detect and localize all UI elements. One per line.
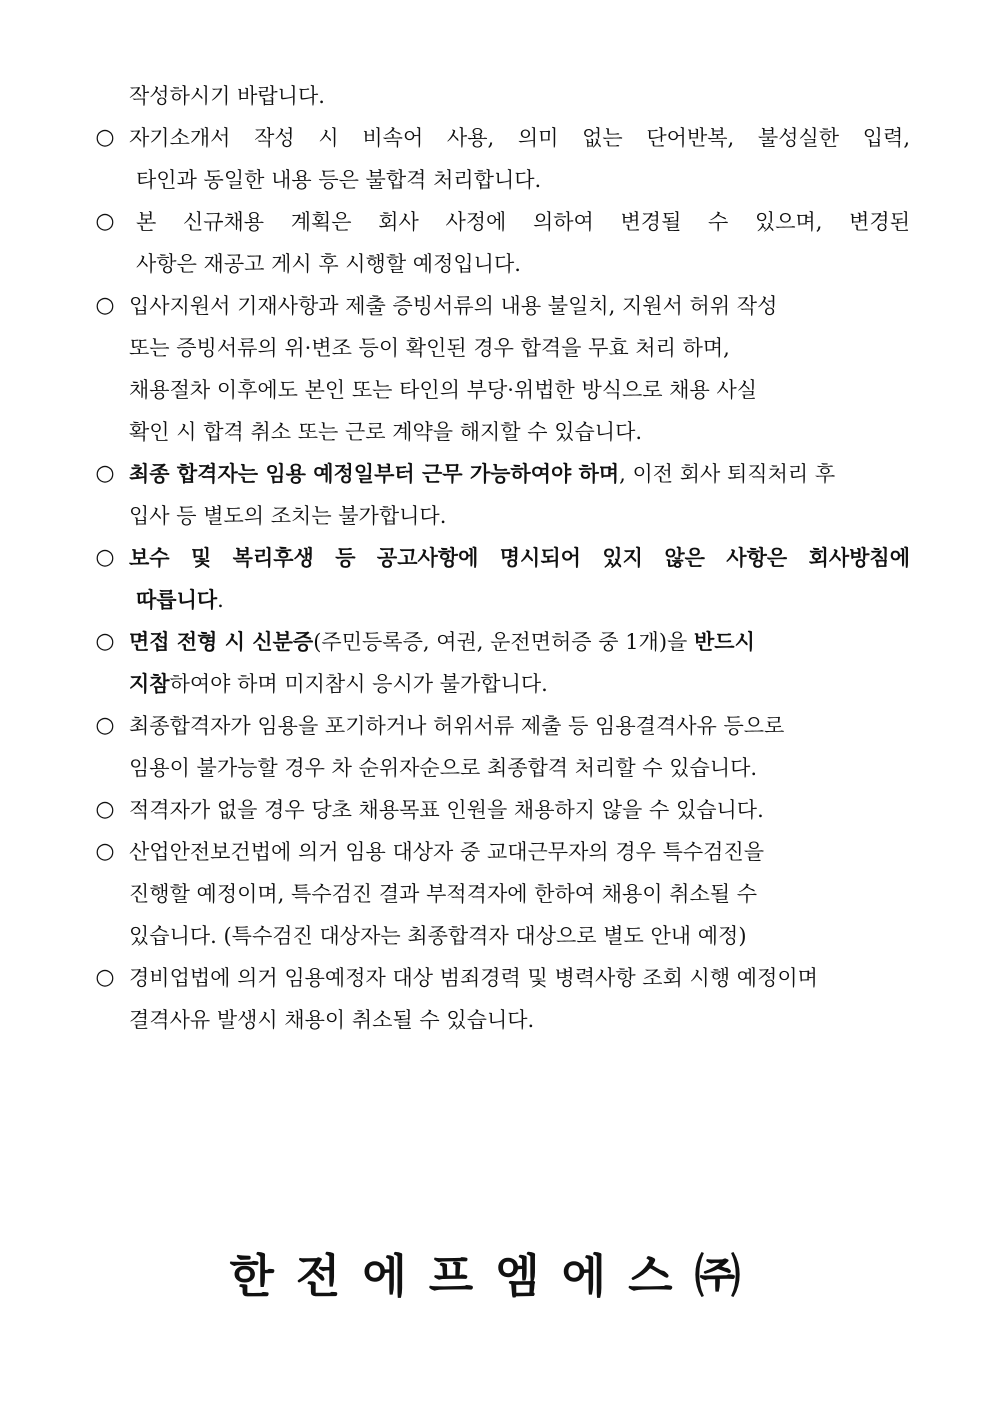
bullet-circle-icon: ○ bbox=[95, 293, 115, 318]
notice-line bbox=[0, 502, 992, 530]
notice-bold-text: 보수 및 복리후생 등 공고사항에 명시되어 있지 않은 사항은 회사방침에 bbox=[129, 545, 910, 570]
notice-text-rest: . bbox=[217, 588, 224, 612]
notice-text: 입사지원서 기재사항과 제출 증빙서류의 내용 불일치, 지원서 허위 작성 bbox=[129, 294, 778, 318]
notice-item-criminal-record bbox=[0, 964, 992, 992]
notice-text: 최종합격자가 임용을 포기하거나 허위서류 제출 등 임용결격사유 등으로 bbox=[129, 714, 785, 738]
notice-text: 채용절차 이후에도 본인 또는 타인의 부당·위법한 방식으로 채용 사실 bbox=[129, 378, 758, 402]
notice-text: 있습니다. (특수검진 대상자는 최종합격자 대상으로 별도 안내 예정) bbox=[129, 924, 747, 948]
notice-bold-text: 따릅니다 bbox=[136, 587, 218, 612]
notice-text: 작성하시기 바랍니다. bbox=[129, 84, 325, 108]
notice-text-rest: , 이전 회사 퇴직처리 후 bbox=[619, 462, 836, 486]
notice-text: 산업안전보건법에 의거 임용 대상자 중 교대근무자의 경우 특수검진을 bbox=[129, 840, 765, 864]
company-name: 한전에프엠에스㈜ bbox=[229, 1249, 763, 1303]
notice-item-no-qualified bbox=[0, 796, 992, 824]
notice-bold-text: 지참 bbox=[129, 671, 170, 696]
notice-text-rest: 하여야 하며 미지참시 응시가 불가합니다. bbox=[169, 672, 548, 696]
bullet-circle-icon: ○ bbox=[95, 209, 115, 234]
bullet-circle-icon: ○ bbox=[95, 965, 115, 990]
notice-text: 사항은 재공고 게시 후 시행할 예정입니다. bbox=[136, 252, 521, 276]
bullet-circle-icon: ○ bbox=[95, 461, 115, 486]
bullet-circle-icon: ○ bbox=[95, 629, 115, 654]
notice-continuation bbox=[0, 82, 992, 110]
notice-text: 결격사유 발생시 채용이 취소될 수 있습니다. bbox=[129, 1008, 535, 1032]
notice-line bbox=[0, 334, 992, 362]
notice-item-health-check bbox=[0, 838, 992, 866]
notice-text: 또는 증빙서류의 위·변조 등이 확인된 경우 합격을 무효 처리 하며, bbox=[129, 336, 730, 360]
notice-text: 본 신규채용 계획은 회사 사정에 의하여 변경될 수 있으며, 변경된 bbox=[136, 210, 910, 234]
notice-line bbox=[0, 754, 992, 782]
notice-line bbox=[0, 376, 992, 404]
notice-text: 자기소개서 작성 시 비속어 사용, 의미 없는 단어반복, 불성실한 입력, bbox=[129, 126, 910, 150]
notice-line bbox=[0, 250, 992, 278]
notice-item-start-date bbox=[0, 460, 992, 488]
notice-line bbox=[0, 880, 992, 908]
notice-text: 임용이 불가능할 경우 차 순위자순으로 최종합격 처리할 수 있습니다. bbox=[129, 756, 758, 780]
notice-line bbox=[0, 166, 992, 194]
bullet-circle-icon: ○ bbox=[95, 713, 115, 738]
notice-text bbox=[129, 460, 835, 488]
notice-line bbox=[0, 670, 992, 698]
notice-text-rest: (주민등록증, 여권, 운전면허증 중 1개)을 bbox=[313, 630, 694, 654]
bullet-circle-icon: ○ bbox=[95, 797, 115, 822]
notice-item-waiver bbox=[0, 712, 992, 740]
bullet-circle-icon: ○ bbox=[95, 125, 115, 150]
notice-bold-text: 최종 합격자는 임용 예정일부터 근무 가능하여야 하며 bbox=[129, 461, 620, 486]
notice-bold-text: 반드시 bbox=[694, 629, 755, 654]
notice-text: 진행할 예정이며, 특수검진 결과 부적격자에 한하여 채용이 취소될 수 bbox=[129, 882, 758, 906]
notice-line bbox=[0, 1006, 992, 1034]
notice-item-false-docs bbox=[0, 292, 992, 320]
notice-text bbox=[136, 586, 224, 614]
notice-item-id-card bbox=[0, 628, 992, 656]
notice-line bbox=[0, 586, 992, 614]
notice-text: 적격자가 없을 경우 당초 채용목표 인원을 채용하지 않을 수 있습니다. bbox=[129, 798, 764, 822]
notice-text: 타인과 동일한 내용 등은 불합격 처리합니다. bbox=[136, 168, 542, 192]
notice-text bbox=[129, 628, 755, 656]
notice-text: 확인 시 합격 취소 또는 근로 계약을 해지할 수 있습니다. bbox=[129, 420, 643, 444]
notice-item-plan-change bbox=[0, 208, 992, 236]
notice-line bbox=[0, 418, 992, 446]
notice-line bbox=[0, 922, 992, 950]
bullet-circle-icon: ○ bbox=[95, 545, 115, 570]
notice-item-self-intro bbox=[0, 124, 992, 152]
bullet-circle-icon: ○ bbox=[95, 839, 115, 864]
notice-item-company-policy bbox=[0, 544, 992, 572]
notice-text bbox=[129, 670, 548, 698]
notice-bold-text: 면접 전형 시 신분증 bbox=[129, 629, 314, 654]
notice-text: 입사 등 별도의 조치는 불가합니다. bbox=[129, 504, 447, 528]
notice-text: 경비업법에 의거 임용예정자 대상 범죄경력 및 병력사항 조회 시행 예정이며 bbox=[129, 966, 818, 990]
